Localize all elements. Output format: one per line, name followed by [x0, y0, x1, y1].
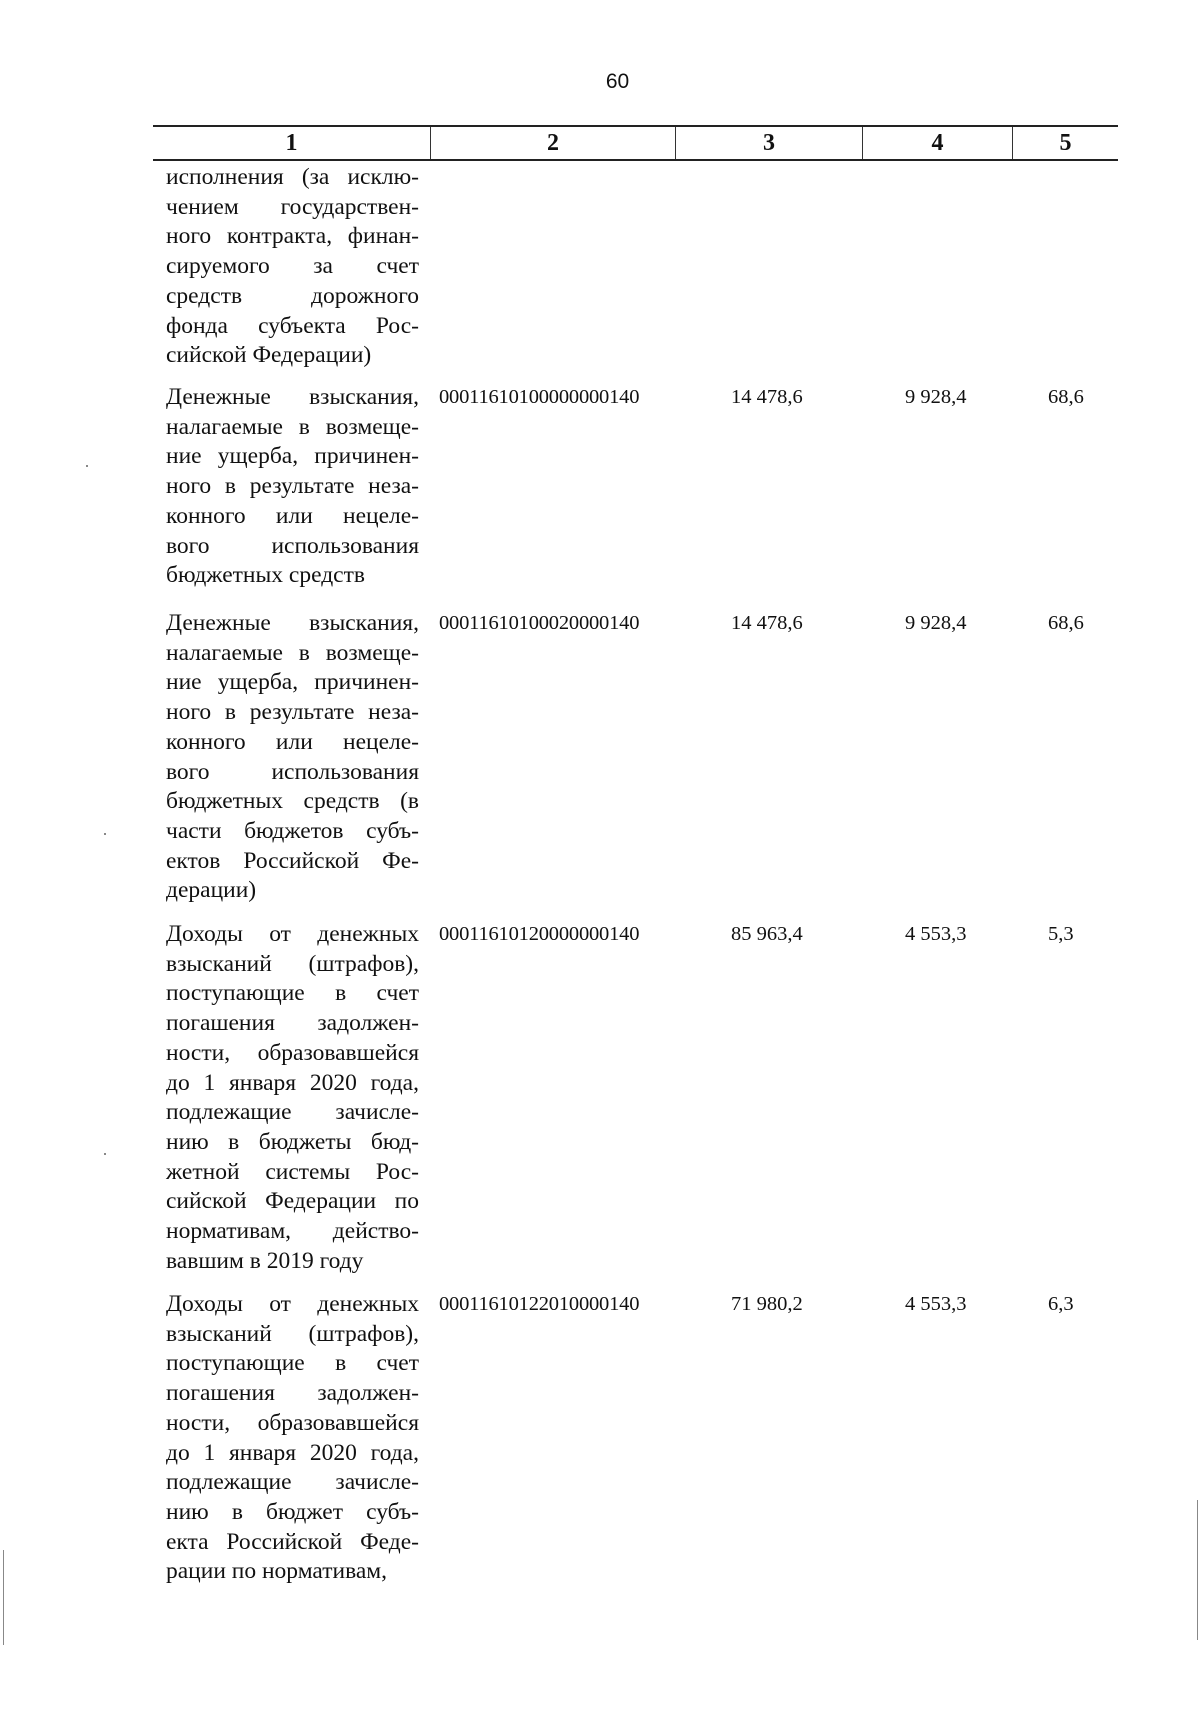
page-number: 60: [605, 70, 630, 93]
description-line: сийской Федерации): [166, 342, 372, 369]
scan-mark: [1197, 1500, 1198, 1640]
description-line: дерации): [166, 877, 257, 904]
description-line: подлежащие зачисле-: [166, 1099, 419, 1126]
description-line: жетной системы Рос-: [166, 1158, 419, 1185]
description-line: ности, образовавшейся: [166, 1039, 419, 1066]
value-col-5: 5,3: [1048, 923, 1074, 945]
description-line: взысканий (штрафов),: [166, 950, 419, 977]
description-line: нормативам, действо-: [166, 1218, 419, 1245]
row-description: [166, 920, 419, 1276]
description-line: вого использования: [166, 532, 419, 559]
value-col-3: 85 963,4: [731, 923, 803, 945]
value-col-4: 4 553,3: [905, 1293, 967, 1315]
description-line: сийской Федерации по: [166, 1188, 419, 1215]
value-col-5: 6,3: [1048, 1293, 1074, 1315]
description-line: погашения задолжен-: [166, 1010, 419, 1037]
row-description: [166, 163, 419, 371]
value-col-4: 9 928,4: [905, 612, 967, 634]
description-line: подлежащие зачисле-: [166, 1469, 419, 1496]
description-line: поступающие в счет: [166, 1350, 419, 1377]
scan-mark: [3, 1550, 4, 1645]
description-line: фонда субъекта Рос-: [166, 312, 419, 339]
value-col-4: 9 928,4: [905, 386, 967, 408]
header-col-1: 1: [285, 129, 298, 156]
header-col-3: 3: [675, 127, 862, 159]
scan-mark: [104, 833, 106, 835]
description-line: ектов Российской Фе-: [166, 847, 419, 874]
description-line: ного контракта, финан-: [166, 223, 419, 250]
description-line: части бюджетов субъ-: [166, 817, 419, 844]
description-line: погашения задолжен-: [166, 1380, 419, 1407]
description-line: ние ущерба, причинен-: [166, 669, 419, 696]
description-line: Доходы от денежных: [166, 1291, 419, 1317]
row-description: [166, 383, 419, 591]
value-col-5: 68,6: [1048, 386, 1084, 408]
description-line: ного в результате неза-: [166, 473, 419, 500]
row-description: [166, 609, 419, 906]
budget-code: 00011610120000000140: [439, 923, 640, 945]
description-line: поступающие в счет: [166, 980, 419, 1007]
budget-code: 00011610122010000140: [439, 1293, 640, 1315]
description-line: до 1 января 2020 года,: [166, 1439, 419, 1466]
header-col-2: 2: [430, 127, 675, 159]
description-line: вавшим в 2019 году: [166, 1247, 364, 1274]
description-line: сируемого за счет: [166, 253, 419, 280]
value-col-5: 68,6: [1048, 612, 1084, 634]
description-line: конного или нецеле-: [166, 728, 419, 755]
description-line: бюджетных средств: [166, 562, 365, 589]
description-line: средств дорожного: [166, 282, 419, 309]
description-line: взысканий (штрафов),: [166, 1320, 419, 1347]
description-line: исполнения (за исклю-: [166, 164, 419, 190]
budget-code: 00011610100020000140: [439, 612, 640, 634]
value-col-3: 14 478,6: [731, 612, 803, 634]
description-line: нию в бюджет субъ-: [166, 1498, 419, 1525]
table-header: [153, 125, 1118, 161]
description-line: ного в результате неза-: [166, 699, 419, 726]
description-line: налагаемые в возмеще-: [166, 639, 419, 666]
description-line: бюджетных средств (в: [166, 788, 419, 815]
description-line: ние ущерба, причинен-: [166, 443, 419, 470]
scan-mark: [104, 1153, 106, 1155]
description-line: екта Российской Феде-: [166, 1528, 419, 1555]
scan-mark: [86, 465, 88, 467]
description-line: налагаемые в возмеще-: [166, 413, 419, 440]
header-col-5: 5: [1012, 127, 1118, 159]
budget-code: 00011610100000000140: [439, 386, 640, 408]
description-line: рации по нормативам,: [166, 1558, 388, 1585]
description-line: нию в бюджеты бюд-: [166, 1128, 419, 1155]
row-description: [166, 1290, 419, 1587]
value-col-3: 14 478,6: [731, 386, 803, 408]
value-col-4: 4 553,3: [905, 923, 967, 945]
description-line: конного или нецеле-: [166, 502, 419, 529]
description-line: Денежные взыскания,: [166, 610, 419, 636]
description-line: Доходы от денежных: [166, 921, 419, 947]
description-line: до 1 января 2020 года,: [166, 1069, 419, 1096]
description-line: чением государствен-: [166, 193, 419, 220]
header-col-4: 4: [862, 127, 1012, 159]
description-line: вого использования: [166, 758, 419, 785]
description-line: ности, образовавшейся: [166, 1409, 419, 1436]
value-col-3: 71 980,2: [731, 1293, 803, 1315]
description-line: Денежные взыскания,: [166, 384, 419, 410]
